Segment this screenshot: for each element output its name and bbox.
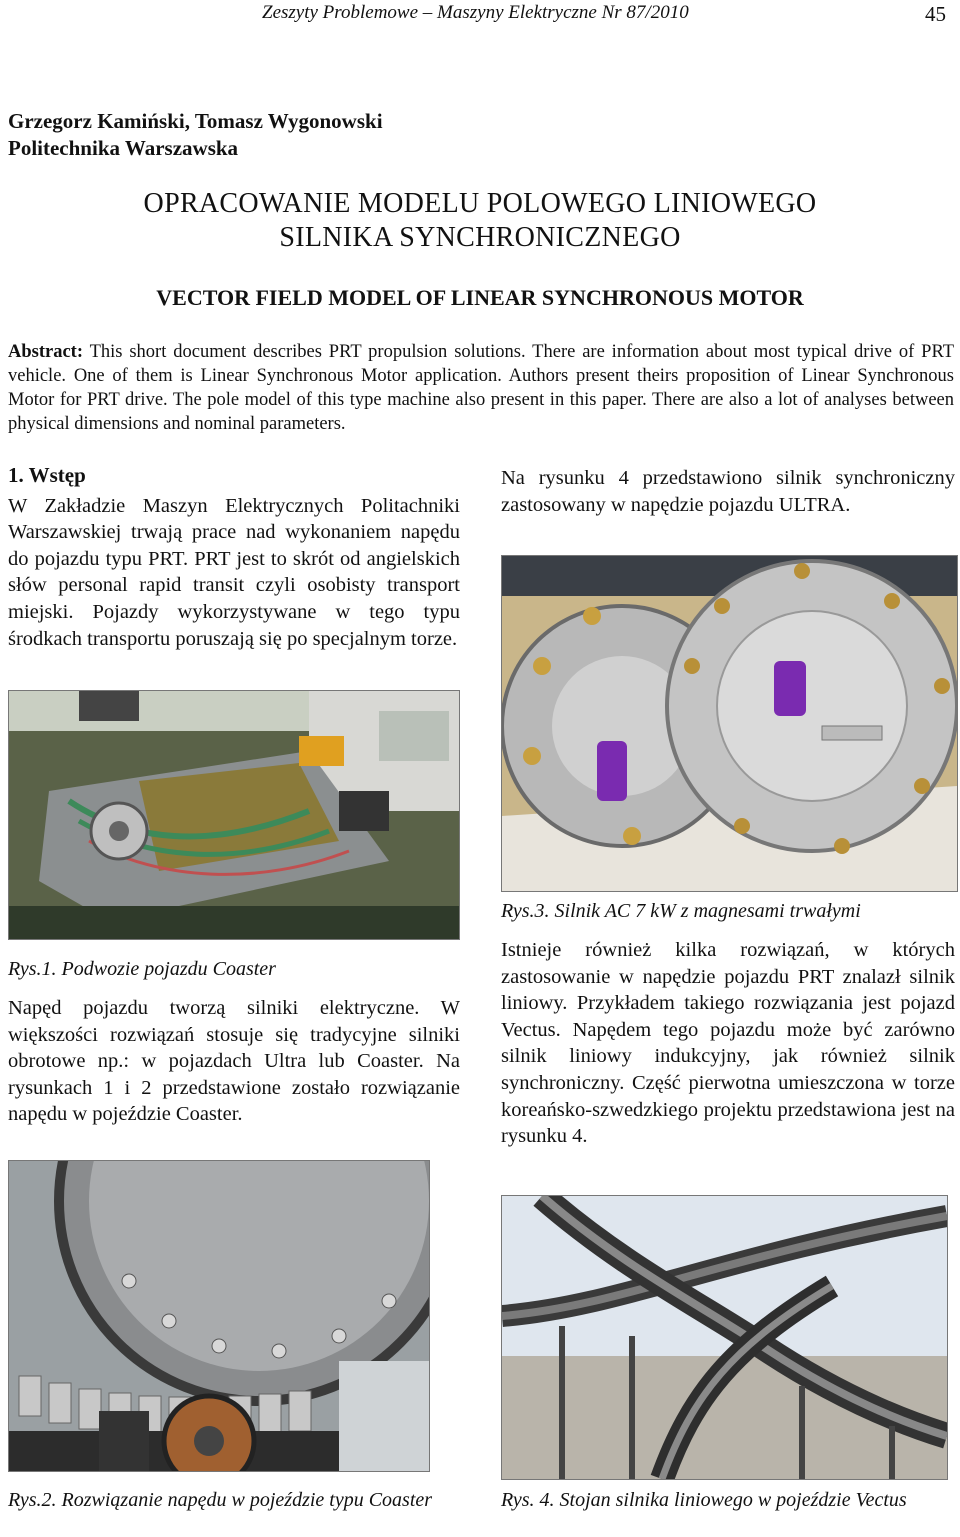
vectus-paragraph: Istnieje również kilka rozwiązań, w których zastosowanie w napędzie pojazdu PRT znalazł silnik liniowy. Przykładem takiego rozwiązania jest pojazd Vectus. Napędem tego pojazdu może być zarówno silnik liniowy indukcyjny, jak również silnik synchroniczny. Część pierwotna umieszczona w torze koreańsko-szwedzkiego projektu przedstawiona jest na rysunku 4.	[501, 939, 955, 1148]
ultra-paragraph: Na rysunku 4 przedstawiono silnik synchroniczny zastosowany w napędzie pojazdu ULTRA.	[501, 467, 955, 516]
figure4-caption: Rys. 4. Stojan silnika liniowego w pojeździe Vectus	[501, 1489, 907, 1511]
figure4-photo	[501, 1195, 948, 1480]
abstract-text: This short document describes PRT propulsion solutions. There are information about most typical drive of PRT vehicle. One of them is Linear Synchronous Motor application. Authors present theirs proposition of Linear Synchronous Motor for PRT drive. The pole model of this type machine also present in this paper. There are also a lot of analyses between physical dimensions and nominal parameters.	[8, 342, 954, 434]
figure3-caption: Rys.3. Silnik AC 7 kW z magnesami trwałymi	[501, 900, 861, 922]
section-intro	[8, 462, 460, 652]
journal-title: Zeszyty Problemowe – Maszyny Elektryczne Nr 87/2010	[262, 2, 689, 23]
drive-paragraph: Napęd pojazdu tworzą silniki elektryczne. W większości rozwiązań stosuje się tradycyjne silniki obrotowe np.: w pojazdach Ultra lub Coaster. Na rysunkach 1 i 2 przedstawione zostało rozwiązanie napędu w pojeździe Coaster.	[8, 997, 460, 1126]
abstract-label: Abstract:	[8, 342, 84, 362]
figure1-caption: Rys.1. Podwozie pojazdu Coaster	[8, 958, 276, 980]
title-polish-line2: SILNIKA SYNCHRONICZNEGO	[279, 222, 681, 253]
paper-title-english: VECTOR FIELD MODEL OF LINEAR SYNCHRONOUS MOTOR	[156, 285, 804, 310]
author-affiliation: Politechnika Warszawska	[8, 136, 239, 160]
intro-paragraph: W Zakładzie Maszyn Elektrycznych Politachniki Warszawskiej trwają prace nad wykonaniem napędu do pojazdu typu PRT. PRT jest to skrót od angielskich słów personal rapid transit czyli osobisty transport miejski. Pojazdy wykorzystywane w tego typu środkach transportu poruszają się po specjalnym torze.	[8, 494, 460, 650]
figure3-photo	[501, 555, 958, 892]
paper-title-polish	[0, 187, 960, 255]
section-heading: 1. Wstęp	[8, 463, 86, 487]
author-block	[8, 108, 383, 162]
abstract	[8, 340, 954, 436]
title-polish-line1: OPRACOWANIE MODELU POLOWEGO LINIOWEGO	[143, 188, 817, 219]
running-header	[0, 0, 960, 30]
figure1-photo	[8, 690, 460, 940]
figure2-caption: Rys.2. Rozwiązanie napędu w pojeździe typu Coaster	[8, 1489, 433, 1511]
author-names: Grzegorz Kamiński, Tomasz Wygonowski	[8, 109, 383, 133]
figure2-photo	[8, 1160, 430, 1472]
page-number: 45	[925, 2, 946, 26]
